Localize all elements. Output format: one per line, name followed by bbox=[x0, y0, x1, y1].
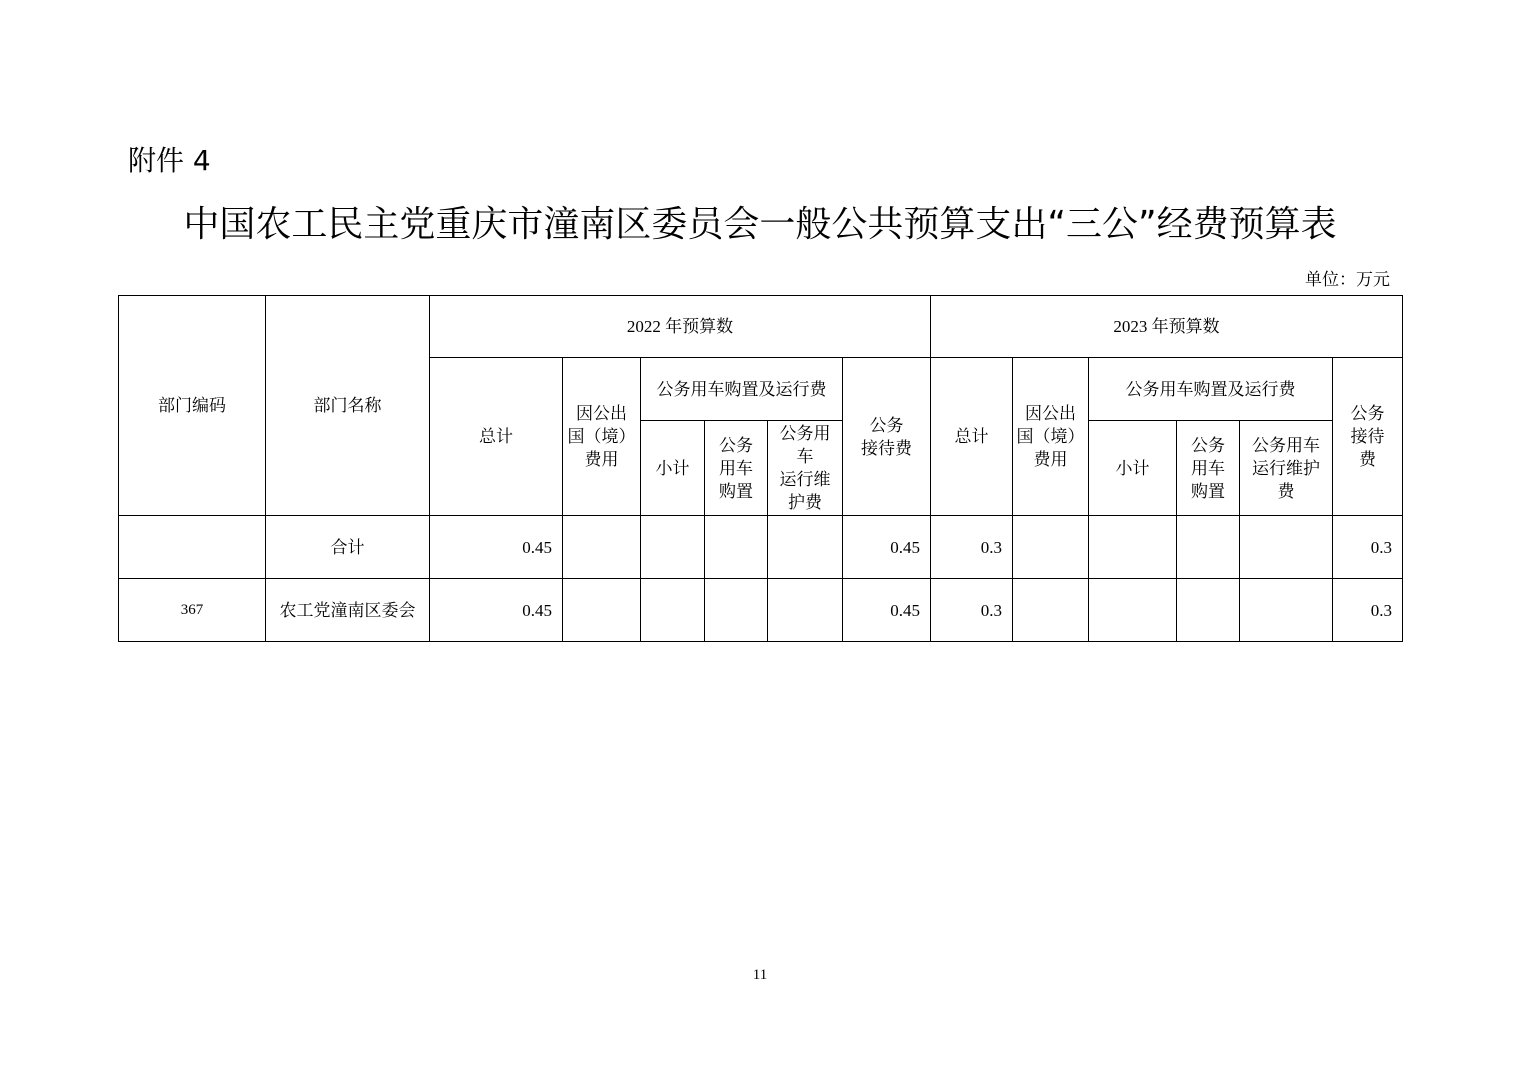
cell-2022-vehicle-purchase bbox=[705, 516, 768, 579]
header-2022-reception: 公务 接待费 bbox=[843, 358, 931, 516]
header-2022-vehicle-operation: 公务用 车 运行维 护费 bbox=[768, 421, 843, 516]
cell-dept-name: 合计 bbox=[266, 516, 430, 579]
header-2022-vehicle-group: 公务用车购置及运行费 bbox=[641, 358, 843, 421]
cell-dept-code bbox=[119, 516, 266, 579]
cell-2022-abroad bbox=[563, 516, 641, 579]
header-2023-vehicle-operation: 公务用车 运行维护 费 bbox=[1240, 421, 1333, 516]
cell-2023-abroad bbox=[1013, 516, 1089, 579]
header-2022-total: 总计 bbox=[430, 358, 563, 516]
cell-2023-subtotal bbox=[1089, 579, 1177, 642]
header-2022-vehicle-purchase: 公务 用车 购置 bbox=[705, 421, 768, 516]
attachment-label: 附件 4 bbox=[128, 144, 211, 177]
cell-2022-vehicle-operation bbox=[768, 516, 843, 579]
header-2023-abroad: 因公出 国（境） 费用 bbox=[1013, 358, 1089, 516]
header-dept-name: 部门名称 bbox=[266, 296, 430, 516]
cell-2023-total: 0.3 bbox=[931, 579, 1013, 642]
header-2023-vehicle-group: 公务用车购置及运行费 bbox=[1089, 358, 1333, 421]
table-row bbox=[119, 579, 1403, 642]
table-row-total bbox=[119, 516, 1403, 579]
cell-2022-subtotal bbox=[641, 516, 705, 579]
header-2023-total: 总计 bbox=[931, 358, 1013, 516]
page-title: 中国农工民主党重庆市潼南区委员会一般公共预算支出“三公”经费预算表 bbox=[183, 204, 1337, 245]
cell-2022-abroad bbox=[563, 579, 641, 642]
header-2023-subtotal: 小计 bbox=[1089, 421, 1177, 516]
cell-2023-total: 0.3 bbox=[931, 516, 1013, 579]
cell-2022-total: 0.45 bbox=[430, 579, 563, 642]
header-2022-abroad: 因公出 国（境） 费用 bbox=[563, 358, 641, 516]
header-2022-subtotal: 小计 bbox=[641, 421, 705, 516]
unit-label: 单位：万元 bbox=[1305, 270, 1390, 289]
cell-2022-vehicle-operation bbox=[768, 579, 843, 642]
budget-table bbox=[118, 295, 1403, 642]
cell-2022-total: 0.45 bbox=[430, 516, 563, 579]
header-year-2022: 2022 年预算数 bbox=[430, 296, 931, 358]
page-number: 11 bbox=[752, 967, 768, 983]
cell-2023-reception: 0.3 bbox=[1333, 579, 1403, 642]
cell-2022-reception: 0.45 bbox=[843, 579, 931, 642]
cell-2023-vehicle-operation bbox=[1240, 516, 1333, 579]
cell-2022-subtotal bbox=[641, 579, 705, 642]
header-2023-reception: 公务 接待 费 bbox=[1333, 358, 1403, 516]
cell-2023-vehicle-operation bbox=[1240, 579, 1333, 642]
cell-2023-reception: 0.3 bbox=[1333, 516, 1403, 579]
cell-dept-code: 367 bbox=[119, 579, 266, 642]
cell-2023-vehicle-purchase bbox=[1177, 516, 1240, 579]
cell-2023-abroad bbox=[1013, 579, 1089, 642]
cell-2022-vehicle-purchase bbox=[705, 579, 768, 642]
cell-2022-reception: 0.45 bbox=[843, 516, 931, 579]
header-year-2023: 2023 年预算数 bbox=[931, 296, 1403, 358]
cell-dept-name: 农工党潼南区委会 bbox=[266, 579, 430, 642]
header-2023-vehicle-purchase: 公务 用车 购置 bbox=[1177, 421, 1240, 516]
cell-2023-vehicle-purchase bbox=[1177, 579, 1240, 642]
cell-2023-subtotal bbox=[1089, 516, 1177, 579]
header-row-years bbox=[119, 296, 1403, 358]
header-dept-code: 部门编码 bbox=[119, 296, 266, 516]
